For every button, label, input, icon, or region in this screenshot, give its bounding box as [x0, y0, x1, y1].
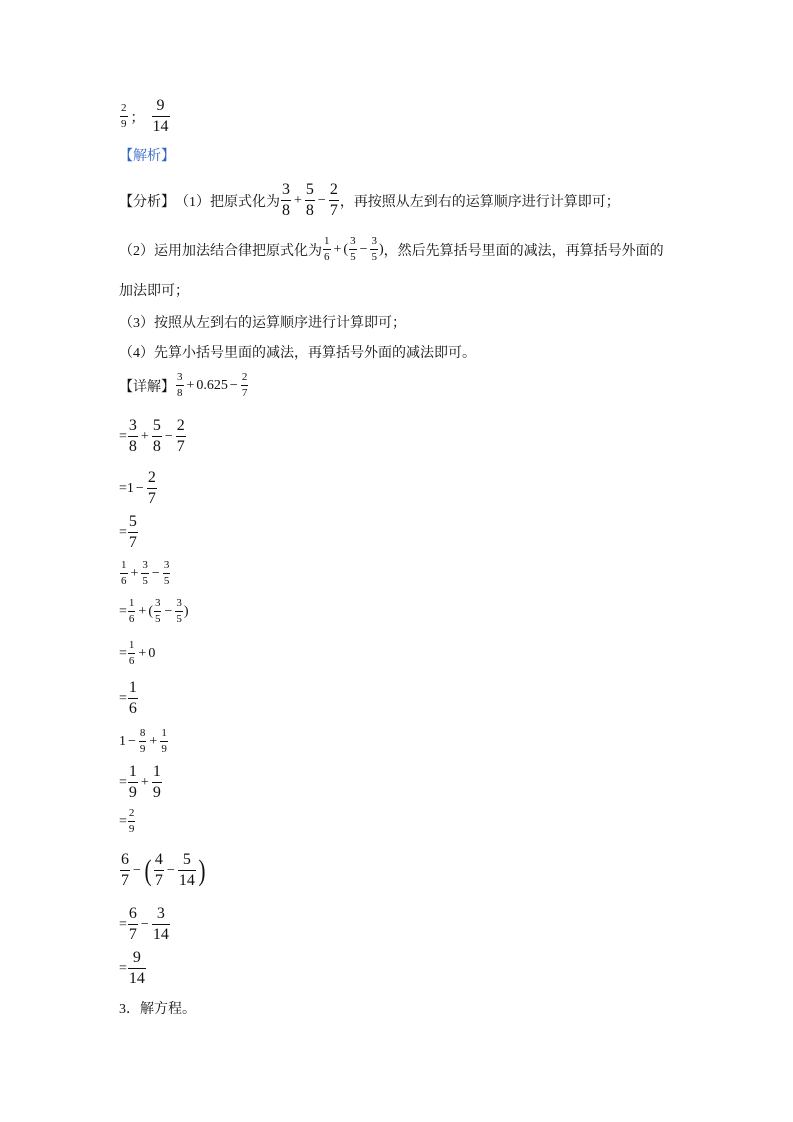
fraction: $\frac{1}{6}$	[128, 639, 135, 667]
fraction: $\frac{8}{9}$	[139, 727, 146, 755]
step-line: = $\frac{1}{6}$	[119, 679, 137, 717]
fraction: $\frac{3}{5}$	[176, 597, 182, 625]
fraction: $\frac{1}{6}$	[128, 597, 135, 625]
step-line: = $\frac{1}{6}$ + 0	[119, 639, 156, 667]
fraction: $\frac{3}{5}$	[371, 235, 377, 263]
fraction: $\frac{9}{14}$	[128, 949, 145, 987]
step-line: $\frac{1}{6}$ + $\frac{3}{5}$ − $\frac{3}{5}$	[121, 559, 170, 587]
fraction: $\frac{1}{6}$	[121, 559, 127, 587]
fraction: $\frac{1}{6}$	[128, 679, 137, 717]
fraction: $\frac{2}{7}$	[176, 417, 185, 455]
separator: ；	[130, 110, 145, 126]
fraction: $\frac{5}{8}$	[152, 417, 161, 455]
step-line: = $\frac{1}{6}$ + ( $\frac{3}{5}$ − $\frac{3}{5}$ )	[119, 597, 189, 625]
step-line: 1 − $\frac{8}{9}$ + $\frac{1}{9}$	[119, 727, 167, 755]
fraction: $\frac{3}{5}$	[154, 597, 161, 625]
fraction: $\frac{2}{7}$	[329, 181, 338, 219]
analysis-p2: （2）运用加法结合律把原式化为 $\frac{1}{6}$ + ( $\frac{3}{5}$ − $\frac{3}{5}$ ) ，然后先算括号里面的减法，再算括号外面的	[119, 235, 664, 263]
step-line: = $\frac{9}{14}$	[119, 949, 145, 987]
fraction: $\frac{1}{9}$	[128, 763, 137, 801]
fraction: $\frac{6}{7}$	[128, 905, 137, 943]
fraction: $\frac{3}{8}$	[128, 417, 137, 455]
jiexi-label: 【解析】	[119, 149, 175, 164]
next-question: 3．解方程。	[119, 1002, 196, 1017]
fraction: $\frac{2}{7}$	[241, 371, 248, 399]
step-line: $\frac{6}{7}$ − ( $\frac{4}{7}$ − $\frac{5}{14}$ )	[121, 851, 206, 889]
fraction: $\frac{9}{14}$	[152, 97, 169, 135]
analysis-p3: （3）按照从左到右的运算顺序进行计算即可；	[119, 316, 406, 331]
analysis-p2-cont: 加法即可；	[119, 284, 189, 299]
step-line: = $\frac{6}{7}$ − $\frac{3}{14}$	[119, 905, 169, 943]
fraction: $\frac{2}{7}$	[147, 469, 156, 507]
fraction: $\frac{1}{9}$	[152, 763, 161, 801]
step-line: = $\frac{2}{9}$	[119, 807, 135, 835]
fraction: $\frac{3}{8}$	[282, 181, 290, 219]
analysis-p4: （4）先算小括号里面的减法，再算括号外面的减法即可。	[119, 346, 476, 361]
step-line: = 1 − $\frac{2}{7}$	[119, 469, 156, 507]
fraction: $\frac{3}{5}$	[142, 559, 148, 587]
fraction: $\frac{5}{7}$	[128, 513, 137, 551]
fraction: $\frac{1}{6}$	[324, 235, 330, 263]
fraction: $\frac{6}{7}$	[121, 851, 129, 889]
fraction: $\frac{2}{9}$	[121, 102, 127, 130]
fraction: $\frac{3}{5}$	[163, 559, 170, 587]
step-line: = $\frac{5}{7}$	[119, 513, 137, 551]
fraction: $\frac{2}{9}$	[128, 807, 135, 835]
fraction: $\frac{3}{14}$	[152, 905, 169, 943]
fraction: $\frac{4}{7}$	[154, 851, 163, 889]
fraction: $\frac{3}{8}$	[177, 371, 183, 399]
step-line: = $\frac{1}{9}$ + $\frac{1}{9}$	[119, 763, 161, 801]
step-line: = $\frac{3}{8}$ + $\frac{5}{8}$ − $\frac{2}{7}$	[119, 417, 185, 455]
fraction: $\frac{5}{14}$	[178, 851, 195, 889]
fraction: $\frac{1}{9}$	[161, 727, 167, 755]
answer-line	[119, 98, 171, 135]
fraction: $\frac{5}{8}$	[305, 181, 314, 219]
fraction: $\frac{3}{5}$	[350, 235, 356, 263]
detail-start: 【详解】 $\frac{3}{8}$ + 0.625 − $\frac{2}{7}$	[119, 371, 248, 399]
analysis-p1: 【分析】 （1）把原式化为 $\frac{3}{8}$ + $\frac{5}{8}$ − $\frac{2}{7}$ ，再按照从左到右的运算顺序进行计算即可；	[119, 181, 620, 219]
